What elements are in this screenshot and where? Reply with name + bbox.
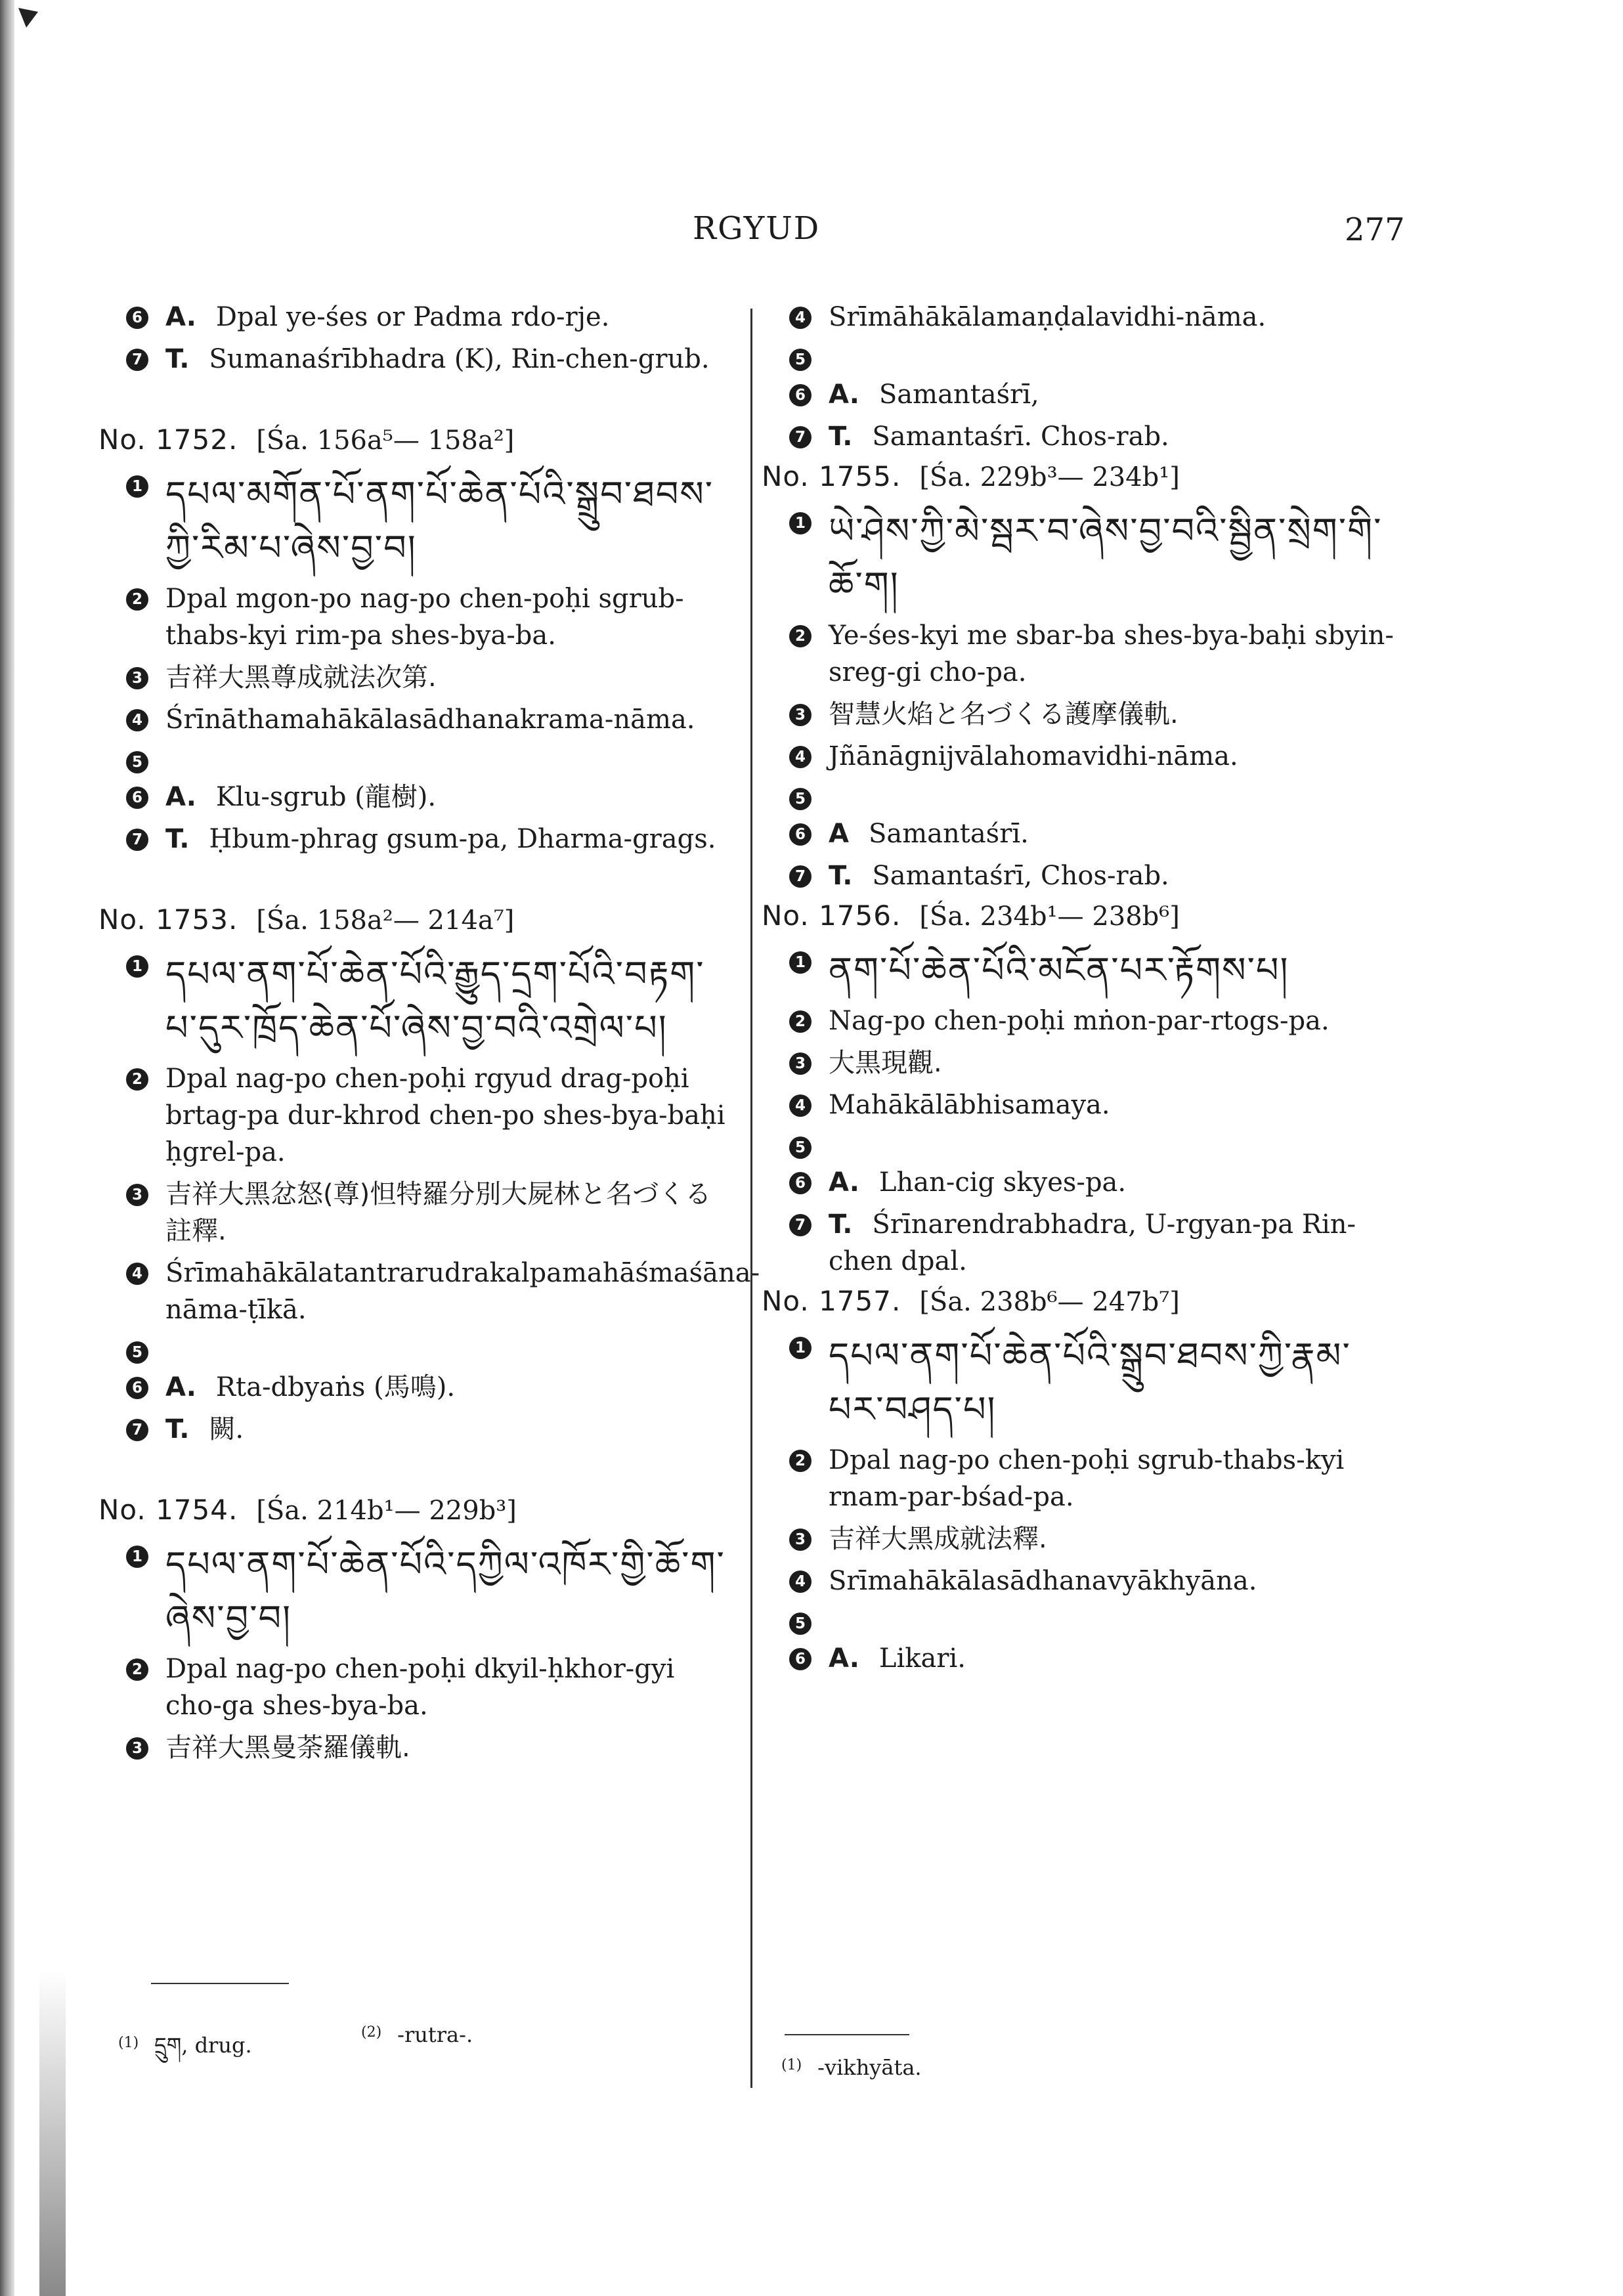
- field-label: T.: [829, 1209, 853, 1240]
- transliteration: Nag-po chen-poḥi mṅon-par-rtogs-pa.: [829, 1006, 1330, 1036]
- chinese-title-line: [762, 1045, 1405, 1081]
- circled-number: 1: [126, 955, 148, 978]
- column-divider: [750, 309, 752, 2088]
- translator-text: Samantaśrī. Chos-rab.: [872, 422, 1169, 452]
- folio-range: [Śa. 238b⁶— 247b⁷]: [919, 1287, 1180, 1317]
- footnote: [781, 2055, 922, 2080]
- footnote-marker: (1): [118, 2035, 139, 2051]
- circled-number: 6: [789, 823, 812, 846]
- transliteration-line: [98, 1651, 732, 1724]
- circled-number: 1: [789, 512, 812, 534]
- footnote-rule: [151, 1983, 289, 1984]
- author-line: [762, 376, 1405, 413]
- sanskrit-title-line: [762, 1563, 1405, 1599]
- entry-heading: [762, 460, 1405, 492]
- field-label: T.: [829, 422, 853, 452]
- circled-number: 2: [789, 1450, 812, 1472]
- circled-number: 1: [789, 951, 812, 974]
- transliteration-line: [762, 1442, 1405, 1515]
- circled-number: 7: [789, 1214, 812, 1236]
- translator-line: [762, 418, 1405, 455]
- folio-range: [Śa. 158a²— 214a⁷]: [256, 905, 515, 936]
- empty-field-line: [762, 341, 1405, 371]
- author-text: Rta-dbyaṅs (馬鳴).: [215, 1372, 456, 1402]
- entry-number: No. 1753.: [98, 903, 238, 936]
- author-line: [762, 815, 1405, 852]
- transliteration: Dpal nag-po chen-poḥi sgrub-thabs-kyi rnam-par-bśad-pa.: [829, 1445, 1345, 1512]
- circled-number: 7: [126, 349, 148, 371]
- entry-line: [98, 341, 732, 378]
- footnote: [118, 2022, 252, 2081]
- field-label: A.: [165, 302, 196, 332]
- author-text: Samantaśrī,: [878, 379, 1039, 410]
- folio-range: [Śa. 234b¹— 238b⁶]: [919, 901, 1180, 932]
- circled-number: 4: [789, 307, 812, 329]
- transliteration-line: [762, 617, 1405, 691]
- circled-number: 5: [126, 1341, 148, 1364]
- tibetan-title: དཔལ་ནག་པོ་ཆེན་པོའི་རྒྱུད་དྲག་པོའི་བརྟག་པ་དུར་ཁྲོད་ཆེན་པོ་ཞེས་བྱ་བའི་འགྲེལ་པ།: [165, 953, 705, 1049]
- entry-number: No. 1752.: [98, 423, 238, 456]
- circled-number: 6: [126, 1377, 148, 1399]
- folio-range: [Śa. 229b³— 234b¹]: [919, 462, 1180, 492]
- translator-line: [762, 857, 1405, 894]
- empty-field-line: [762, 780, 1405, 810]
- transliteration: Dpal nag-po chen-poḥi rgyud drag-poḥi brtag-pa dur-khrod chen-po shes-bya-baḥi ḥgrel-pa.: [165, 1064, 725, 1167]
- circled-number: 3: [126, 667, 148, 689]
- field-label: A: [829, 819, 849, 849]
- circled-number: 6: [789, 384, 812, 406]
- tibetan-title-line: [762, 943, 1405, 997]
- translator-text: 闕.: [209, 1414, 244, 1444]
- catalog-entry: [98, 1494, 732, 1766]
- catalog-entry: [762, 460, 1405, 894]
- circled-number: 3: [126, 1737, 148, 1760]
- transliteration-line: [98, 580, 732, 654]
- chinese-title: 吉祥大黑尊成就法次第.: [165, 662, 437, 693]
- chinese-title: 吉祥大黑成就法釋.: [829, 1524, 1047, 1554]
- field-label: T.: [165, 824, 190, 854]
- author-text: Likari.: [878, 1643, 966, 1674]
- circled-number: 7: [126, 1419, 148, 1441]
- chinese-title: 吉祥大黑曼荼羅儀軌.: [165, 1733, 410, 1763]
- catalog-entry: [98, 903, 760, 1448]
- sanskrit-title-line: [762, 1087, 1405, 1123]
- translator-text: Śrīnarendrabhadra, U-rgyan-pa Rin-chen dpal.: [829, 1209, 1356, 1276]
- entry-heading: [98, 1494, 732, 1526]
- circled-number: 1: [126, 1546, 148, 1568]
- chinese-title-line: [98, 1729, 732, 1766]
- field-label: A.: [165, 782, 196, 812]
- tibetan-title: དཔལ་ནག་པོ་ཆེན་པོའི་སྒྲུབ་ཐབས་ཀྱི་རྣམ་པར་བཤད་པ།: [829, 1335, 1351, 1430]
- empty-field-line: [762, 1605, 1405, 1635]
- line-text: Dpal ye-śes or Padma rdo-rje.: [215, 302, 610, 332]
- sanskrit-title-line: [762, 738, 1405, 775]
- sanskrit-title: Mahākālābhisamaya.: [829, 1090, 1110, 1120]
- tibetan-title-line: [762, 1329, 1405, 1437]
- footnote-marker: (2): [361, 2024, 382, 2041]
- translator-text: Samantaśrī, Chos-rab.: [872, 861, 1169, 891]
- empty-field-line: [98, 743, 732, 773]
- entry-number: No. 1754.: [98, 1494, 238, 1526]
- circled-number: 3: [126, 1184, 148, 1206]
- chinese-title: 吉祥大黑忿怒(尊)怛特羅分別大屍林と名づくる註釋.: [165, 1179, 712, 1246]
- transliteration: Ye-śes-kyi me sbar-ba shes-bya-baḥi sbyin-sreg-gi cho-pa.: [829, 620, 1394, 687]
- field-label: A.: [829, 379, 859, 410]
- sanskrit-title: Srīmāhākālamaṇḍalavidhi-nāma.: [829, 302, 1266, 332]
- scan-corner-mark: [18, 8, 38, 28]
- circled-number: 2: [789, 625, 812, 647]
- chinese-title-line: [762, 1521, 1405, 1557]
- footnote-text: -vikhyāta.: [817, 2055, 922, 2080]
- circled-number: 2: [789, 1010, 812, 1033]
- field-label: A.: [829, 1643, 859, 1674]
- circled-number: 4: [789, 1570, 812, 1593]
- sanskrit-title: Jñānāgnijvālahomavidhi-nāma.: [829, 741, 1238, 771]
- circled-number: 5: [789, 1137, 812, 1159]
- circled-number: 6: [789, 1648, 812, 1670]
- circled-number: 3: [789, 1052, 812, 1075]
- right-column: [762, 299, 1405, 1682]
- tibetan-title: དཔལ་ནག་པོ་ཆེན་པོའི་དཀྱིལ་འཁོར་གྱི་ཆོ་ག་ཞེས་བྱ་བ།: [165, 1544, 725, 1639]
- left-column: [98, 299, 760, 1771]
- footnote-rule: [785, 2034, 909, 2035]
- chinese-title-line: [98, 659, 732, 696]
- sanskrit-title-line: [98, 701, 732, 738]
- catalog-entry: [98, 423, 732, 857]
- footnote-text: -rutra-.: [397, 2022, 473, 2047]
- footnote-marker: (1): [781, 2057, 802, 2073]
- circled-number: 7: [789, 426, 812, 448]
- circled-number: 2: [126, 1658, 148, 1681]
- catalog-entry: [762, 899, 1405, 1280]
- author-text: Samantaśrī.: [868, 819, 1029, 849]
- page-number: 277: [1345, 211, 1405, 248]
- entry-heading: [98, 903, 732, 936]
- translator-line: [98, 1411, 732, 1448]
- tibetan-title-line: [98, 947, 732, 1055]
- sanskrit-title-line: [98, 1255, 760, 1328]
- circled-number: 4: [789, 1094, 812, 1117]
- entry-number: No. 1756.: [762, 899, 901, 932]
- entry-number: No. 1755.: [762, 460, 901, 492]
- author-line: [762, 1164, 1405, 1201]
- entry-heading: [762, 899, 1405, 932]
- circled-number: 5: [126, 751, 148, 773]
- translator-text: Ḥbum-phrag gsum-pa, Dharma-grags.: [209, 824, 716, 854]
- author-line: [762, 1640, 1405, 1677]
- sanskrit-title: Śrīmahākālatantrarudrakalpamahāśmaśāna-nāma-ṭīkā.: [165, 1258, 760, 1325]
- footnote: [361, 2022, 473, 2047]
- transliteration: Dpal mgon-po nag-po chen-poḥi sgrub-thabs-kyi rim-pa shes-bya-ba.: [165, 584, 684, 651]
- translator-line: [98, 821, 732, 857]
- line-text: Sumanaśrībhadra (K), Rin-chen-grub.: [209, 344, 710, 374]
- sanskrit-title: Śrīnāthamahākālasādhanakrama-nāma.: [165, 704, 695, 735]
- empty-field-line: [98, 1333, 732, 1364]
- circled-number: 5: [789, 788, 812, 810]
- field-label: A.: [829, 1167, 859, 1198]
- circled-number: 3: [789, 704, 812, 726]
- circled-number: 6: [126, 787, 148, 809]
- entry-heading: [762, 1285, 1405, 1317]
- folio-range: [Śa. 214b¹— 229b³]: [256, 1496, 517, 1526]
- circled-number: 1: [789, 1337, 812, 1359]
- author-line: [98, 1369, 732, 1406]
- empty-field-line: [762, 1129, 1405, 1159]
- circled-number: 7: [126, 829, 148, 851]
- transliteration: Dpal nag-po chen-poḥi dkyil-ḥkhor-gyi cho-ga shes-bya-ba.: [165, 1654, 675, 1721]
- entry-heading: [98, 423, 732, 456]
- chinese-title-line: [98, 1176, 732, 1249]
- translator-line: [762, 1206, 1405, 1280]
- tibetan-title: དཔལ་མགོན་པོ་ནག་པོ་ཆེན་པོའི་སྒྲུབ་ཐབས་ཀྱི་རིམ་པ་ཞེས་བྱ་བ།: [165, 473, 714, 569]
- author-line: [98, 779, 732, 815]
- scan-shadow: [39, 1970, 66, 2296]
- running-head: RGYUD: [693, 210, 821, 247]
- tibetan-title-line: [762, 504, 1405, 612]
- folio-range: [Śa. 156a⁵— 158a²]: [256, 425, 515, 456]
- transliteration-line: [762, 1003, 1405, 1039]
- entry-line: [98, 299, 732, 336]
- tibetan-title: ནག་པོ་ཆེན་པོའི་མངོན་པར་རྟོགས་པ།: [829, 949, 1289, 991]
- sanskrit-title: Srīmahākālasādhanavyākhyāna.: [829, 1566, 1257, 1596]
- circled-number: 4: [126, 1263, 148, 1285]
- entry-number: No. 1757.: [762, 1285, 901, 1317]
- japanese-title: 智慧火焰と名づくる護摩儀軌.: [829, 699, 1179, 729]
- circled-number: 1: [126, 475, 148, 498]
- field-label: T.: [165, 344, 190, 374]
- circled-number: 5: [789, 349, 812, 371]
- circled-number: 2: [126, 1068, 148, 1091]
- scan-edge: [0, 0, 14, 2296]
- tibetan-title-line: [98, 1538, 732, 1645]
- footnote-text: དྲུག, drug.: [154, 2033, 252, 2058]
- transliteration-line: [98, 1060, 732, 1171]
- tibetan-title-line: [98, 467, 732, 575]
- field-label: T.: [165, 1414, 190, 1444]
- circled-number: 6: [126, 307, 148, 329]
- sanskrit-title-line: [762, 299, 1405, 336]
- circled-number: 4: [126, 709, 148, 731]
- circled-number: 3: [789, 1528, 812, 1551]
- circled-number: 2: [126, 588, 148, 611]
- circled-number: 7: [789, 865, 812, 888]
- catalog-entry: [762, 1285, 1405, 1677]
- japanese-title-line: [762, 696, 1405, 733]
- circled-number: 5: [789, 1613, 812, 1635]
- tibetan-title: ཡེ་ཤེས་ཀྱི་མེ་སྦར་བ་ཞེས་བྱ་བའི་སྦྱིན་སྲེག་གི་ཆོ་ག།: [829, 510, 1383, 605]
- field-label: T.: [829, 861, 853, 891]
- field-label: A.: [165, 1372, 196, 1402]
- circled-number: 6: [789, 1172, 812, 1194]
- author-text: Lhan-cig skyes-pa.: [878, 1167, 1127, 1198]
- circled-number: 4: [789, 746, 812, 768]
- author-text: Klu-sgrub (龍樹).: [215, 782, 437, 812]
- chinese-title: 大黒現觀.: [829, 1048, 942, 1078]
